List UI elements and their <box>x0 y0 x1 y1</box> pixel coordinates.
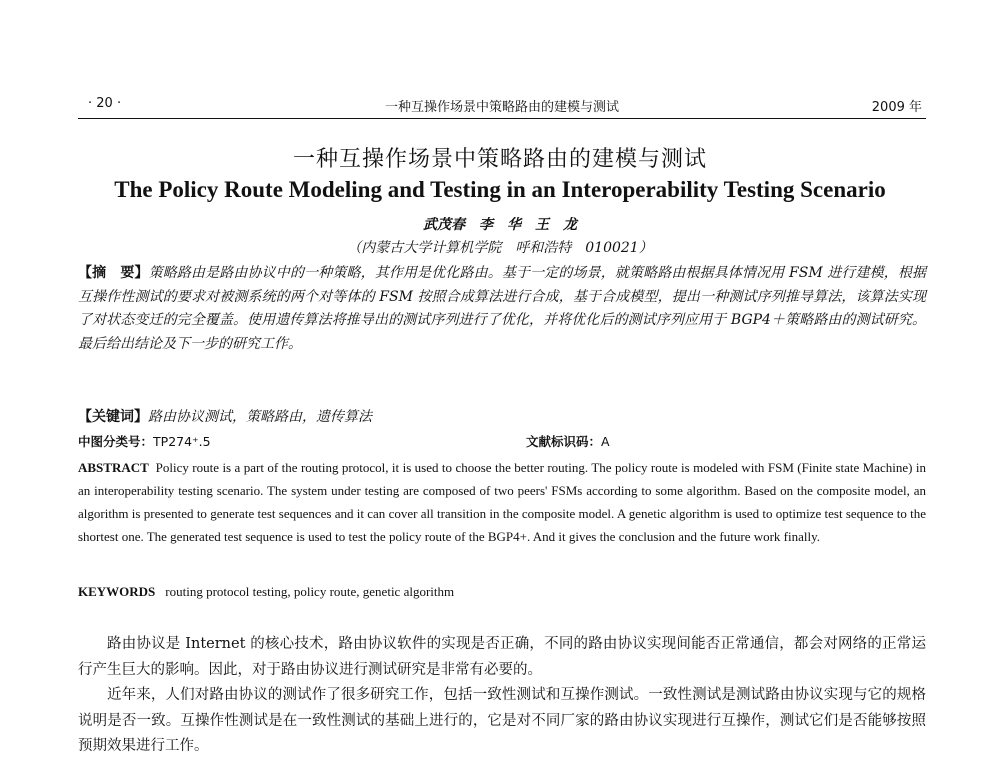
paper-title-zh: 一种互操作场景中策略路由的建模与测试 <box>292 147 707 172</box>
body-text <box>78 632 926 760</box>
running-header <box>78 94 926 116</box>
running-title: 一种互操作场景中策略路由的建模与测试 <box>384 100 619 115</box>
clc-code <box>78 434 211 449</box>
keywords-zh <box>78 406 926 426</box>
keywords-zh-text: 路由协议测试，策略路由，遗传算法 <box>148 409 372 425</box>
doc-code-value: A <box>601 434 610 449</box>
abstract-en-label: ABSTRACT <box>78 460 149 475</box>
doc-code-label: 文献标识码： <box>526 434 602 449</box>
classification-row <box>78 432 926 450</box>
body-paragraph-2: 近年来，人们对路由协议的测试作了很多研究工作，包括一致性测试和互操作测试。一致性测试是测试路由协议实现与它的规格说明是否一致。互操作性测试是在一致性测试的基础上进行的，它是对不同厂家的路由协议实现进行互操作，测试它们是否能够按照预期效果进行工作。 <box>78 687 926 754</box>
keywords-en-text: routing protocol testing, policy route, genetic algorithm <box>165 584 455 599</box>
abstract-zh <box>78 262 926 356</box>
keywords-en-label: KEYWORDS <box>78 584 156 599</box>
issue-year: 2009 年 <box>871 100 922 115</box>
keywords-en <box>78 584 926 600</box>
abstract-zh-label: 【摘 要】 <box>78 265 149 281</box>
page-number: · 20 · <box>88 96 122 111</box>
affiliation: （内蒙古大学计算机学院 呼和浩特 010021） <box>347 240 653 256</box>
paper-title-en: The Policy Route Modeling and Testing in an Interoperability Testing Scenario <box>114 177 886 202</box>
body-paragraph-1: 路由协议是 Internet 的核心技术，路由协议软件的实现是否正确，不同的路由协议实现间能否正常通信，都会对网络的正常运行产生巨大的影响。因此，对于路由协议进行测试研究是非常有必要的。 <box>78 636 926 678</box>
clc-label: 中图分类号： <box>78 434 154 449</box>
abstract-en-text: Policy route is a part of the routing protocol, it is used to choose the better routing. The policy route is modeled with FSM (Finite state Machine) in an interoperability testing scenario. The system under testing are composed of two peers' FSMs according to some algorithm. Based on the composite model, an algorithm is presented to generate test sequences and it can cover all transition in the composite model. A genetic algorithm is used to optimize test sequence to the shortest one. The generated test sequence is used to test the policy route of the BGP4+. And it gives the conclusion and the future work finally. <box>78 460 926 544</box>
header-rule <box>78 118 926 119</box>
keywords-zh-label: 【关键词】 <box>78 409 148 425</box>
clc-value: TP274⁺.5 <box>153 434 211 449</box>
abstract-en <box>78 456 926 548</box>
document-code <box>526 432 610 450</box>
abstract-zh-text: 策略路由是路由协议中的一种策略，其作用是优化路由。基于一定的场景，就策略路由根据具体情况用 FSM 进行建模，根据互操作性测试的要求对被测系统的两个对等体的 FSM 按照合成算法进行合成，基于合成模型，提出一种测试序列推导算法，该算法实现了对状态变迁的完全覆盖。使用遗传算法将推导出的测试序列进行了优化，并将优化后的测试序列应用于 BGP4＋策略路由的测试研究。最后给出结论及下一步的研究工作。 <box>78 265 927 352</box>
author-list: 武茂春 李 华 王 龙 <box>423 217 577 233</box>
